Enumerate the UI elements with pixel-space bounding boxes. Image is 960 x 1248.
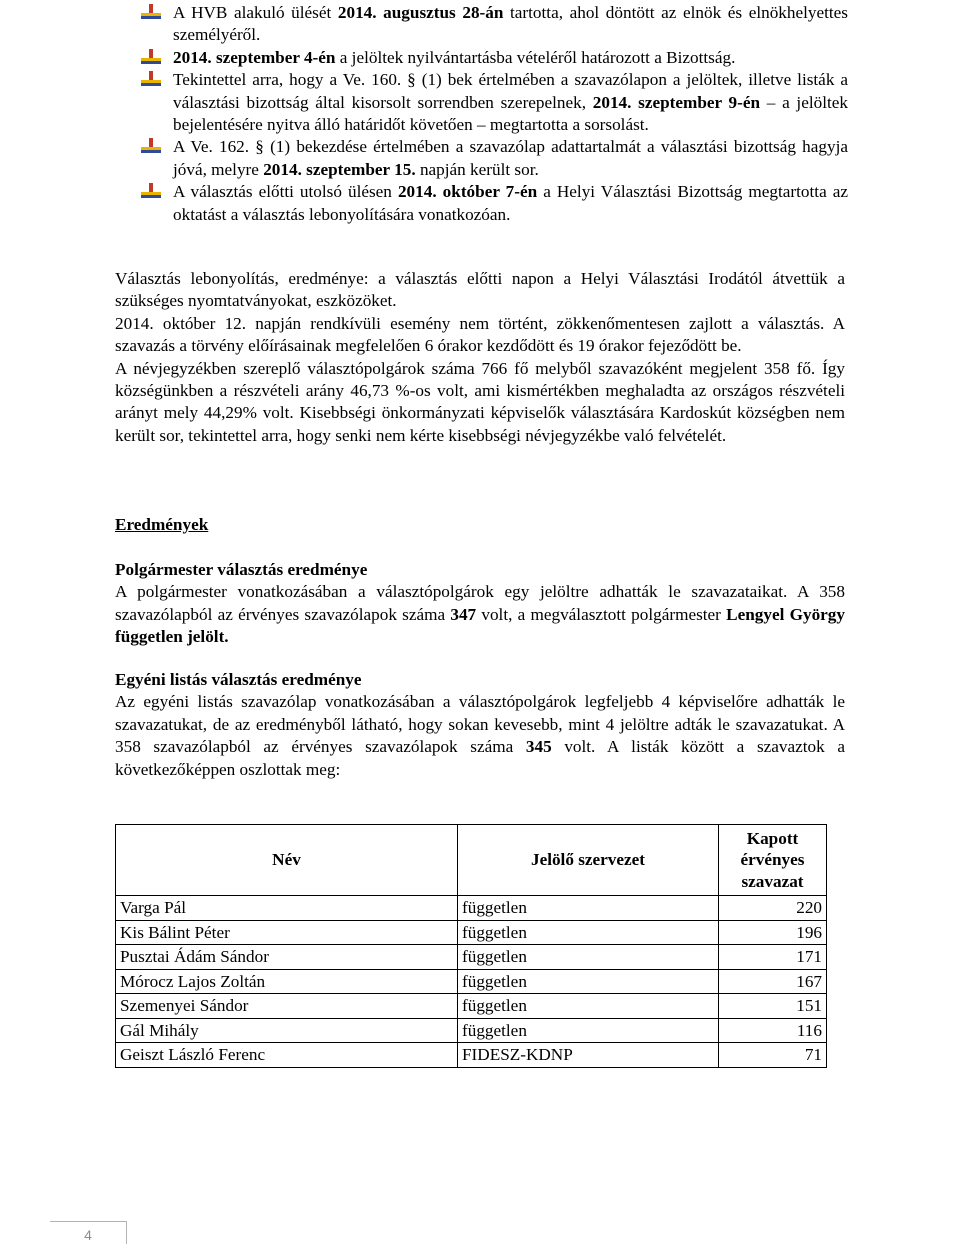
cell-name: Pusztai Ádám Sándor xyxy=(116,945,458,970)
table-row xyxy=(116,920,827,945)
bullet-text: Tekintettel arra, hogy a Ve. 160. § (1) bek értelmében a szavazólapon a jelöltek, illetve listák a választási bizottság által kisorsolt sorrendben szerepelnek, 2014. szeptember 9-én – a jelöltek bejelentésére nyitva álló határidőt követően – megtartotta a sorsolást. xyxy=(173,70,848,135)
table-row xyxy=(116,969,827,994)
cell-org: független xyxy=(458,994,719,1019)
bullet-item xyxy=(138,136,848,181)
elected-mayor: Lengyel György független jelölt. xyxy=(115,604,845,647)
list-valid-count: 345 xyxy=(525,737,552,757)
cell-votes: 116 xyxy=(719,1018,827,1043)
list-vote-section xyxy=(115,669,845,781)
cell-name: Mórocz Lajos Zoltán xyxy=(116,969,458,994)
results-table xyxy=(115,824,827,1068)
cross-bullet-icon xyxy=(141,4,161,22)
header-org: Jelölő szervezet xyxy=(458,825,719,896)
mayor-heading: Polgármester választás eredménye xyxy=(115,560,368,579)
page-number: 4 xyxy=(50,1221,127,1244)
cell-votes: 151 xyxy=(719,994,827,1019)
cell-votes: 167 xyxy=(719,969,827,994)
bullet-item xyxy=(138,181,848,226)
cell-name: Szemenyei Sándor xyxy=(116,994,458,1019)
cross-bullet-icon xyxy=(141,183,161,201)
cell-org: független xyxy=(458,969,719,994)
header-votes: Kapott érvényes szavazat xyxy=(719,825,827,896)
cell-org: független xyxy=(458,896,719,921)
cell-votes: 196 xyxy=(719,920,827,945)
mayor-valid-count: 347 xyxy=(450,604,477,624)
cross-bullet-icon xyxy=(141,71,161,89)
cell-org: független xyxy=(458,920,719,945)
cell-votes: 71 xyxy=(719,1043,827,1068)
table-row xyxy=(116,945,827,970)
bullet-text: 2014. szeptember 4-én a jelöltek nyilvántartásba vételéről határozott a Bizottság. xyxy=(173,47,736,67)
conduct-paragraph-3: A névjegyzékben szereplő választópolgárok száma 766 fő melyből szavazóként megjelent 358 fő. Így községünkben a részvételi arány 46,73 %-os volt, ami kismértékben meghaladta az országos részvételi arányt mely 44,29% volt. Kisebbségi önkormányzati képviselők választására Kardoskút községben nem került sor, tekintettel arra, hogy senki nem kérte kisebbségi névjegyzékbe való felvételét. xyxy=(115,358,845,445)
results-heading: Eredmények xyxy=(115,515,209,534)
list-vote-heading: Egyéni listás választás eredménye xyxy=(115,670,362,689)
cell-name: Varga Pál xyxy=(116,896,458,921)
table-row xyxy=(116,896,827,921)
cross-bullet-icon xyxy=(141,138,161,156)
conduct-paragraph-2: 2014. október 12. napján rendkívüli esemény nem történt, zökkenőmentesen zajlott a választás. A szavazás a törvény előírásainak megfelelően 6 órakor kezdődött és 19 órakor fejeződött be. xyxy=(115,313,845,356)
cell-org: FIDESZ-KDNP xyxy=(458,1043,719,1068)
bullet-text: A HVB alakuló ülését 2014. augusztus 28-án tartotta, ahol döntött az elnök és elnökhelyettes személyéről. xyxy=(173,3,848,45)
cell-votes: 171 xyxy=(719,945,827,970)
table-header-row xyxy=(116,825,827,896)
bullet-item xyxy=(138,47,848,69)
cell-name: Geiszt László Ferenc xyxy=(116,1043,458,1068)
cell-org: független xyxy=(458,945,719,970)
conduct-paragraph-1: Választás lebonyolítás, eredménye: a választás előtti napon a Helyi Választási Irodától átvettük a szükséges nyomtatványokat, eszközöket. xyxy=(115,269,845,311)
bullet-list xyxy=(138,2,848,226)
table-row xyxy=(116,1018,827,1043)
conduct-section xyxy=(115,268,845,447)
cell-name: Gál Mihály xyxy=(116,1018,458,1043)
cross-bullet-icon xyxy=(141,49,161,67)
bullet-item xyxy=(138,2,848,47)
cell-votes: 220 xyxy=(719,896,827,921)
table-row xyxy=(116,994,827,1019)
bullet-item xyxy=(138,69,848,136)
cell-org: független xyxy=(458,1018,719,1043)
results-section xyxy=(115,514,845,536)
header-name: Név xyxy=(116,825,458,896)
cell-name: Kis Bálint Péter xyxy=(116,920,458,945)
mayor-text: A polgármester vonatkozásában a választópolgárok egy jelöltre adhatták le szavazataikat. A 358 szavazólapból az érvényes szavazólapok száma 347 volt, a megválasztott polgármester Lengyel György független jelölt. xyxy=(115,582,845,647)
bullet-text: A választás előtti utolsó ülésen 2014. október 7-én a Helyi Választási Bizottság megtartotta az oktatást a választás lebonyolítására vonatkozóan. xyxy=(173,182,848,224)
bullet-text: A Ve. 162. § (1) bekezdése értelmében a szavazólap adattartalmát a választási bizottság hagyja jóvá, melyre 2014. szeptember 15. napján került sor. xyxy=(173,137,848,179)
list-vote-text: Az egyéni listás szavazólap vonatkozásában a választópolgárok legfeljebb 4 képviselőre adhatták le szavazatukat, de az eredményből látható, hogy sokan kevesebb, mint 4 jelöltre adták le szavazatukat. A 358 szavazólapból az érvényes szavazólapok száma 345 volt. A listák között a szavaztok a következőképpen oszlottak meg: xyxy=(115,692,845,779)
mayor-section xyxy=(115,559,845,649)
table-row xyxy=(116,1043,827,1068)
